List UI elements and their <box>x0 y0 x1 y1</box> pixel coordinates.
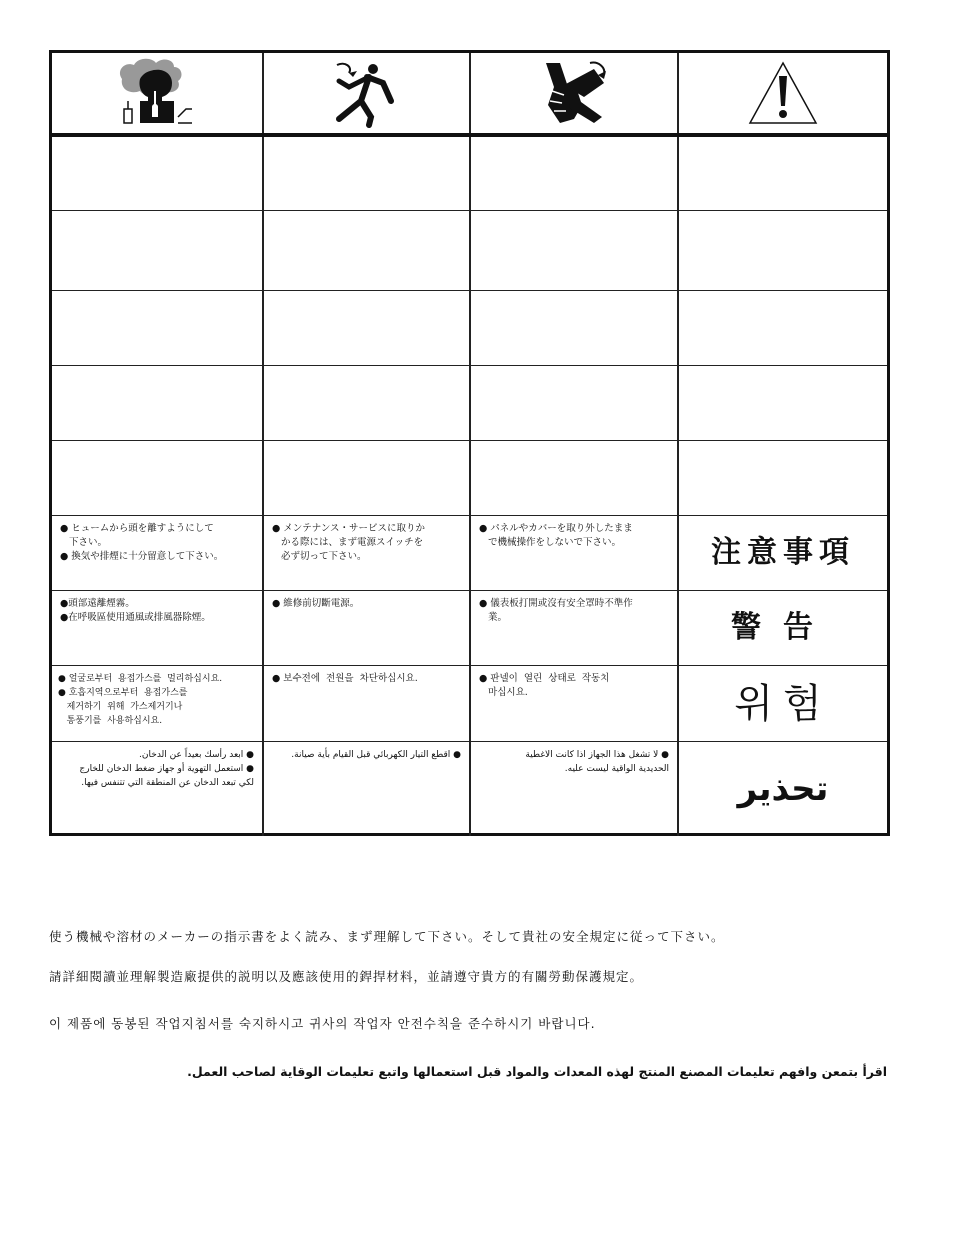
arabic-row <box>52 742 887 836</box>
arabic-fumes-text: ● ابعد رأسك بعيداً عن الدخان. ● استعمل التهوية أو جهاز ضغط الدخان للخارج لكي تبعد الدخان عن المنطقة التي تتنفس فيها. <box>52 742 264 836</box>
chinese-moving-parts-text: ● 儀表板打開或沒有安全罩時不準作 業。 <box>471 591 679 665</box>
chinese-row <box>52 591 887 666</box>
japanese-moving-parts-text: ● パネルやカバーを取り外したまま で機械操作をしないで下さい。 <box>471 516 679 590</box>
shock-icon-cell <box>264 53 471 133</box>
chinese-heading: 警告 <box>731 610 835 645</box>
japanese-row <box>52 516 887 591</box>
korean-heading: 위험 <box>734 680 832 727</box>
moving-parts-icon-cell <box>471 53 679 133</box>
japanese-fumes-text: ● ヒュームから頭を離すようにして 下さい。 ● 換気や排煙に十分留意して下さい。 <box>52 516 264 590</box>
blank-row <box>52 441 887 516</box>
japanese-heading: 注意事項 <box>711 535 855 570</box>
blank-row <box>52 291 887 366</box>
blank-row <box>52 211 887 291</box>
caution-triangle-icon <box>747 60 819 126</box>
footnote-japanese: 使う機械や溶材のメーカーの指示書をよく読み、まず理解して下さい。そして貴社の安全規定に従って下さい。 <box>49 929 725 944</box>
japanese-shock-text: ● メンテナンス・サービスに取りか かる際には、まず電源スイッチを 必ず切って下さい。 <box>264 516 471 590</box>
arabic-moving-parts-text: ● لا تشغل هذا الجهاز اذا كانت الاغطية الحديدية الواقية ليست عليه. <box>471 742 679 836</box>
korean-row <box>52 666 887 742</box>
chinese-fumes-text: ●頭部遠離煙霧。 ●在呼吸區使用通風或排風器除煙。 <box>52 591 264 665</box>
footnote-arabic: اقرأ بتمعن وافهم تعليمات المصنع المنتج لهذه المعدات والمواد قبل استعمالها واتبع تعليمات الوقاية لصاحب العمل. <box>187 1064 887 1079</box>
moving-parts-hand-icon <box>538 57 610 129</box>
icon-row <box>52 53 887 137</box>
blank-row <box>52 137 887 211</box>
fumes-icon-cell <box>52 53 264 133</box>
footnote-korean: 이 제품에 동봉된 작업지침서를 숙지하시고 귀사의 작업자 안전수칙을 준수하시기 바랍니다. <box>49 1016 596 1031</box>
korean-fumes-text: ● 얼굴로부터 용접가스를 멀리하십시요. ● 호흡지역으로부터 용접가스를 제거하기 위해 가스제거기나 통풍기를 사용하십시요. <box>52 666 264 741</box>
caution-icon-cell <box>679 53 887 133</box>
electric-shock-icon <box>327 57 407 129</box>
korean-shock-text: ● 보수전에 전원을 차단하십시요. <box>264 666 471 741</box>
fume-breathing-icon <box>112 57 202 129</box>
chinese-shock-text: ● 維修前切斷電源。 <box>264 591 471 665</box>
arabic-heading: تحذير <box>737 769 829 809</box>
korean-moving-parts-text: ● 판넬이 열린 상태로 작동치 마십시요. <box>471 666 679 741</box>
arabic-shock-text: ● اقطع التيار الكهربائي قبل القيام بأية صيانة. <box>264 742 471 836</box>
safety-warning-table <box>49 50 890 836</box>
blank-row <box>52 366 887 441</box>
footnote-chinese: 請詳細閱讀並理解製造廠提供的説明以及應該使用的銲捍材料，並請遵守貴方的有關勞動保護規定。 <box>49 969 644 984</box>
